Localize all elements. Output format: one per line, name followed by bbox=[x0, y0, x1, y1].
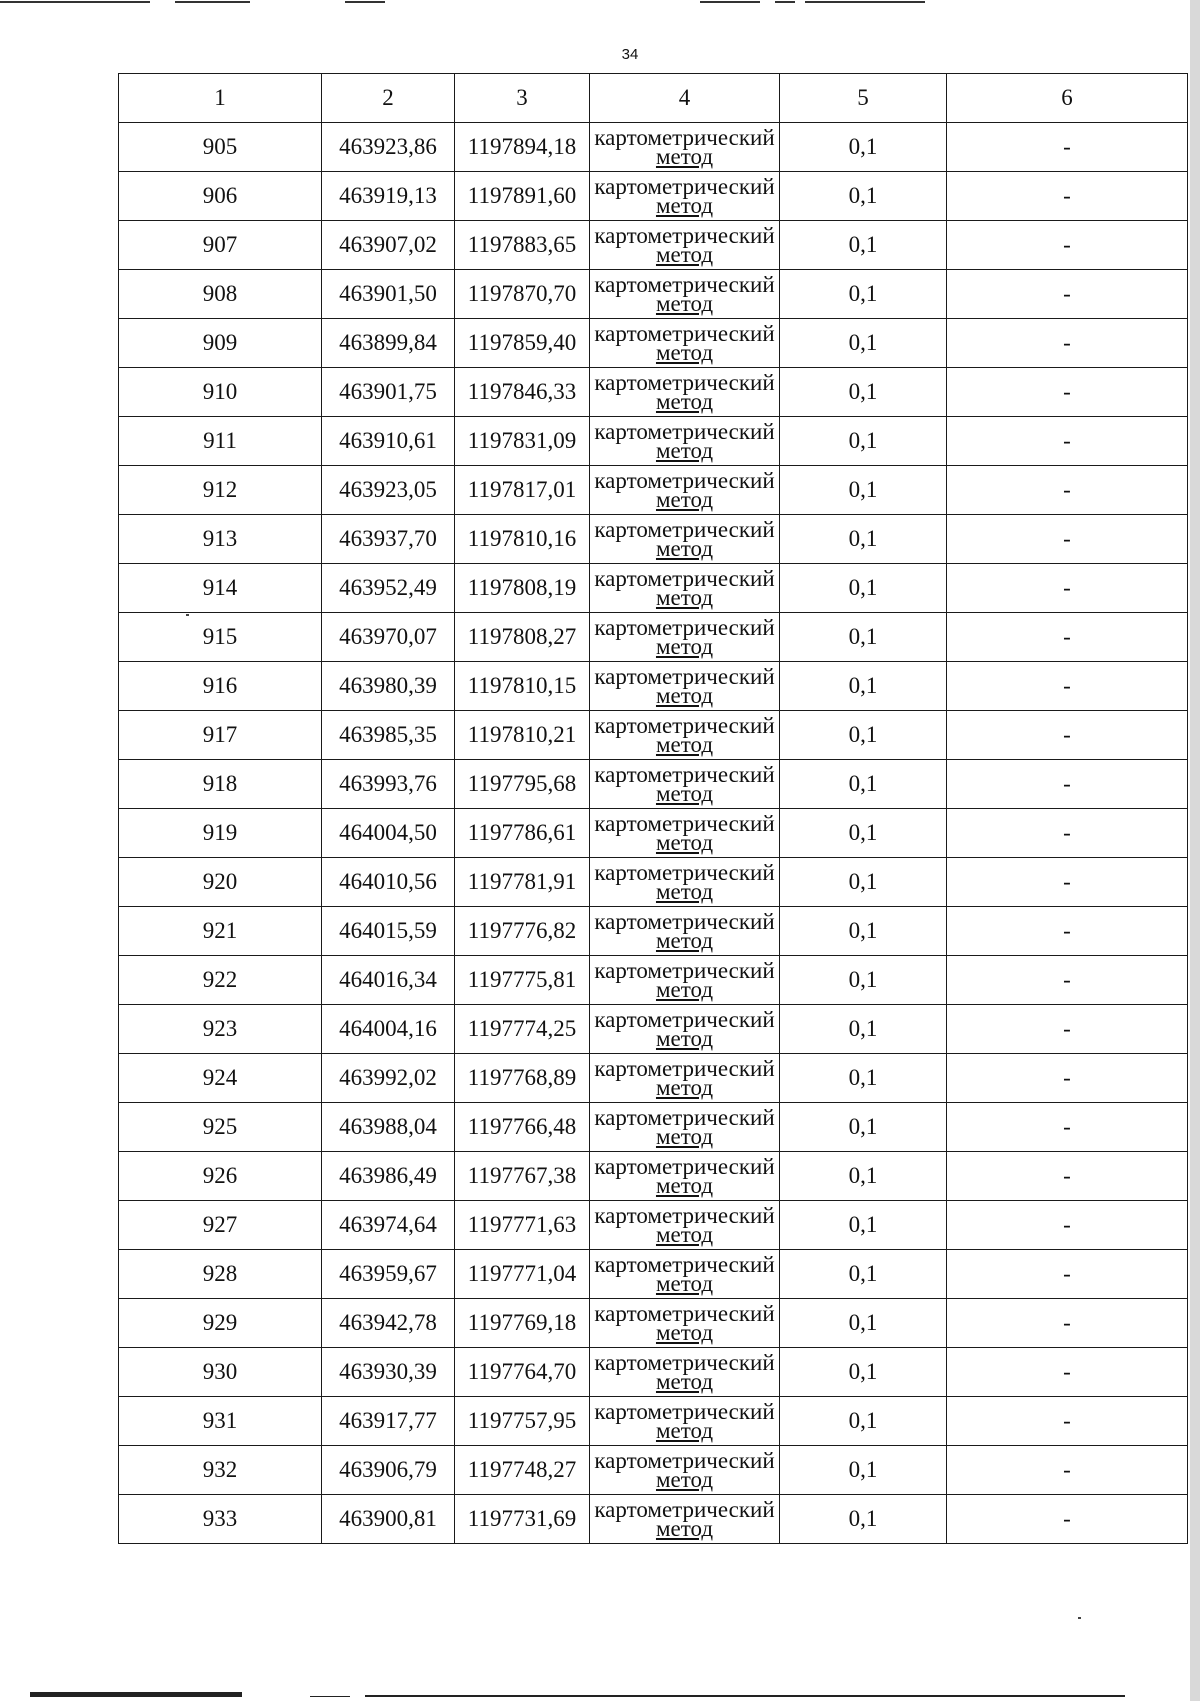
note-cell: - bbox=[947, 1348, 1188, 1397]
y-coordinate-cell: 1197774,25 bbox=[455, 1005, 590, 1054]
method-cell bbox=[590, 1005, 780, 1054]
point-number-cell: 926 bbox=[119, 1152, 322, 1201]
note-cell: - bbox=[947, 270, 1188, 319]
method-cell bbox=[590, 809, 780, 858]
y-coordinate-cell: 1197859,40 bbox=[455, 319, 590, 368]
note-cell: - bbox=[947, 564, 1188, 613]
method-cell bbox=[590, 368, 780, 417]
x-coordinate-cell: 464016,34 bbox=[322, 956, 455, 1005]
y-coordinate-cell: 1197771,63 bbox=[455, 1201, 590, 1250]
table-row bbox=[119, 858, 1188, 907]
note-cell: - bbox=[947, 221, 1188, 270]
method-cell bbox=[590, 760, 780, 809]
method-text: метод bbox=[655, 1124, 714, 1149]
method-cell bbox=[590, 613, 780, 662]
y-coordinate-cell: 1197768,89 bbox=[455, 1054, 590, 1103]
accuracy-cell: 0,1 bbox=[780, 270, 947, 319]
method-text: метод bbox=[655, 1467, 714, 1492]
note-cell: - bbox=[947, 613, 1188, 662]
table-row bbox=[119, 1103, 1188, 1152]
point-number-cell: 919 bbox=[119, 809, 322, 858]
point-number-cell: 915 bbox=[119, 613, 322, 662]
column-header: 4 bbox=[590, 74, 780, 123]
x-coordinate-cell: 464015,59 bbox=[322, 907, 455, 956]
point-number-cell: 918 bbox=[119, 760, 322, 809]
accuracy-cell: 0,1 bbox=[780, 858, 947, 907]
note-cell: - bbox=[947, 417, 1188, 466]
x-coordinate-cell: 463906,79 bbox=[322, 1446, 455, 1495]
method-text: картометрический bbox=[594, 1448, 775, 1473]
method-cell bbox=[590, 221, 780, 270]
point-number-cell: 933 bbox=[119, 1495, 322, 1544]
accuracy-cell: 0,1 bbox=[780, 613, 947, 662]
point-number-cell: 907 bbox=[119, 221, 322, 270]
method-text: картометрический bbox=[594, 615, 775, 640]
note-cell: - bbox=[947, 907, 1188, 956]
accuracy-cell: 0,1 bbox=[780, 515, 947, 564]
table-row bbox=[119, 1299, 1188, 1348]
method-text: картометрический bbox=[594, 860, 775, 885]
table-row bbox=[119, 368, 1188, 417]
x-coordinate-cell: 463900,81 bbox=[322, 1495, 455, 1544]
method-text: картометрический bbox=[594, 1154, 775, 1179]
y-coordinate-cell: 1197810,16 bbox=[455, 515, 590, 564]
table-row bbox=[119, 1005, 1188, 1054]
note-cell: - bbox=[947, 1495, 1188, 1544]
method-text: метод bbox=[655, 487, 714, 512]
x-coordinate-cell: 463899,84 bbox=[322, 319, 455, 368]
method-text: картометрический bbox=[594, 1105, 775, 1130]
method-text: метод bbox=[655, 1026, 714, 1051]
note-cell: - bbox=[947, 1054, 1188, 1103]
table-row bbox=[119, 270, 1188, 319]
method-text: метод bbox=[655, 928, 714, 953]
point-number-cell: 911 bbox=[119, 417, 322, 466]
method-text: метод bbox=[655, 1369, 714, 1394]
column-header: 1 bbox=[119, 74, 322, 123]
column-header: 2 bbox=[322, 74, 455, 123]
x-coordinate-cell: 463937,70 bbox=[322, 515, 455, 564]
y-coordinate-cell: 1197870,70 bbox=[455, 270, 590, 319]
point-number-cell: 923 bbox=[119, 1005, 322, 1054]
method-text: картометрический bbox=[594, 1203, 775, 1228]
method-text: метод bbox=[655, 242, 714, 267]
page-number: 34 bbox=[621, 46, 639, 63]
method-cell bbox=[590, 1152, 780, 1201]
method-text: картометрический bbox=[594, 1056, 775, 1081]
y-coordinate-cell: 1197883,65 bbox=[455, 221, 590, 270]
y-coordinate-cell: 1197731,69 bbox=[455, 1495, 590, 1544]
method-text: метод bbox=[655, 389, 714, 414]
x-coordinate-cell: 463959,67 bbox=[322, 1250, 455, 1299]
method-text: метод bbox=[655, 1271, 714, 1296]
stray-dot bbox=[1078, 1617, 1081, 1619]
method-cell bbox=[590, 1397, 780, 1446]
y-coordinate-cell: 1197757,95 bbox=[455, 1397, 590, 1446]
method-text: метод bbox=[655, 634, 714, 659]
method-text: картометрический bbox=[594, 909, 775, 934]
method-cell bbox=[590, 1299, 780, 1348]
note-cell: - bbox=[947, 711, 1188, 760]
method-text: метод bbox=[655, 1418, 714, 1443]
method-text: метод bbox=[655, 879, 714, 904]
y-coordinate-cell: 1197786,61 bbox=[455, 809, 590, 858]
method-text: метод bbox=[655, 536, 714, 561]
method-text: метод bbox=[655, 340, 714, 365]
accuracy-cell: 0,1 bbox=[780, 466, 947, 515]
method-cell bbox=[590, 564, 780, 613]
table-row bbox=[119, 1348, 1188, 1397]
table-row bbox=[119, 564, 1188, 613]
x-coordinate-cell: 463988,04 bbox=[322, 1103, 455, 1152]
x-coordinate-cell: 463930,39 bbox=[322, 1348, 455, 1397]
y-coordinate-cell: 1197771,04 bbox=[455, 1250, 590, 1299]
y-coordinate-cell: 1197781,91 bbox=[455, 858, 590, 907]
accuracy-cell: 0,1 bbox=[780, 1495, 947, 1544]
x-coordinate-cell: 463985,35 bbox=[322, 711, 455, 760]
table-row bbox=[119, 221, 1188, 270]
method-text: картометрический bbox=[594, 272, 775, 297]
table-row bbox=[119, 466, 1188, 515]
y-coordinate-cell: 1197769,18 bbox=[455, 1299, 590, 1348]
note-cell: - bbox=[947, 319, 1188, 368]
method-text: картометрический bbox=[594, 958, 775, 983]
y-coordinate-cell: 1197766,48 bbox=[455, 1103, 590, 1152]
point-number-cell: 917 bbox=[119, 711, 322, 760]
point-number-cell: 932 bbox=[119, 1446, 322, 1495]
note-cell: - bbox=[947, 760, 1188, 809]
accuracy-cell: 0,1 bbox=[780, 1250, 947, 1299]
x-coordinate-cell: 463923,86 bbox=[322, 123, 455, 172]
method-text: картометрический bbox=[594, 370, 775, 395]
x-coordinate-cell: 463970,07 bbox=[322, 613, 455, 662]
accuracy-cell: 0,1 bbox=[780, 417, 947, 466]
point-number-cell: 913 bbox=[119, 515, 322, 564]
method-cell bbox=[590, 1250, 780, 1299]
note-cell: - bbox=[947, 1250, 1188, 1299]
method-cell bbox=[590, 172, 780, 221]
note-cell: - bbox=[947, 1299, 1188, 1348]
table-row bbox=[119, 319, 1188, 368]
accuracy-cell: 0,1 bbox=[780, 1201, 947, 1250]
y-coordinate-cell: 1197810,15 bbox=[455, 662, 590, 711]
accuracy-cell: 0,1 bbox=[780, 172, 947, 221]
table-row bbox=[119, 123, 1188, 172]
point-number-cell: 921 bbox=[119, 907, 322, 956]
point-number-cell: 924 bbox=[119, 1054, 322, 1103]
method-text: картометрический bbox=[594, 811, 775, 836]
accuracy-cell: 0,1 bbox=[780, 1397, 947, 1446]
note-cell: - bbox=[947, 662, 1188, 711]
x-coordinate-cell: 464004,50 bbox=[322, 809, 455, 858]
point-number-cell: 905 bbox=[119, 123, 322, 172]
note-cell: - bbox=[947, 809, 1188, 858]
column-header: 3 bbox=[455, 74, 590, 123]
method-text: метод bbox=[655, 977, 714, 1002]
method-text: метод bbox=[655, 193, 714, 218]
x-coordinate-cell: 463901,75 bbox=[322, 368, 455, 417]
method-text: метод bbox=[655, 830, 714, 855]
method-text: метод bbox=[655, 732, 714, 757]
method-text: картометрический bbox=[594, 468, 775, 493]
note-cell: - bbox=[947, 123, 1188, 172]
y-coordinate-cell: 1197894,18 bbox=[455, 123, 590, 172]
accuracy-cell: 0,1 bbox=[780, 1054, 947, 1103]
scan-edge bbox=[1190, 0, 1200, 1701]
accuracy-cell: 0,1 bbox=[780, 319, 947, 368]
y-coordinate-cell: 1197817,01 bbox=[455, 466, 590, 515]
accuracy-cell: 0,1 bbox=[780, 1103, 947, 1152]
accuracy-cell: 0,1 bbox=[780, 1299, 947, 1348]
method-cell bbox=[590, 662, 780, 711]
table-row bbox=[119, 711, 1188, 760]
method-text: картометрический bbox=[594, 419, 775, 444]
table-row bbox=[119, 809, 1188, 858]
y-coordinate-cell: 1197764,70 bbox=[455, 1348, 590, 1397]
method-text: метод bbox=[655, 291, 714, 316]
table-row bbox=[119, 760, 1188, 809]
method-text: метод bbox=[655, 1516, 714, 1541]
y-coordinate-cell: 1197808,27 bbox=[455, 613, 590, 662]
y-coordinate-cell: 1197831,09 bbox=[455, 417, 590, 466]
note-cell: - bbox=[947, 1152, 1188, 1201]
method-cell bbox=[590, 1054, 780, 1103]
y-coordinate-cell: 1197775,81 bbox=[455, 956, 590, 1005]
x-coordinate-cell: 464004,16 bbox=[322, 1005, 455, 1054]
accuracy-cell: 0,1 bbox=[780, 221, 947, 270]
point-number-cell: 910 bbox=[119, 368, 322, 417]
method-cell bbox=[590, 1495, 780, 1544]
method-cell bbox=[590, 711, 780, 760]
method-text: картометрический bbox=[594, 517, 775, 542]
method-text: картометрический bbox=[594, 713, 775, 738]
table-row bbox=[119, 1152, 1188, 1201]
note-cell: - bbox=[947, 172, 1188, 221]
column-header: 5 bbox=[780, 74, 947, 123]
header-row bbox=[119, 74, 1188, 123]
method-text: картометрический bbox=[594, 174, 775, 199]
method-text: метод bbox=[655, 1320, 714, 1345]
accuracy-cell: 0,1 bbox=[780, 368, 947, 417]
method-text: метод bbox=[655, 1173, 714, 1198]
accuracy-cell: 0,1 bbox=[780, 956, 947, 1005]
coordinates-table bbox=[118, 73, 1188, 1544]
table-row bbox=[119, 956, 1188, 1005]
note-cell: - bbox=[947, 1397, 1188, 1446]
y-coordinate-cell: 1197795,68 bbox=[455, 760, 590, 809]
table-row bbox=[119, 1446, 1188, 1495]
y-coordinate-cell: 1197810,21 bbox=[455, 711, 590, 760]
x-coordinate-cell: 463952,49 bbox=[322, 564, 455, 613]
method-cell bbox=[590, 1201, 780, 1250]
accuracy-cell: 0,1 bbox=[780, 1348, 947, 1397]
method-text: картометрический bbox=[594, 125, 775, 150]
method-cell bbox=[590, 1348, 780, 1397]
table-row bbox=[119, 172, 1188, 221]
x-coordinate-cell: 463901,50 bbox=[322, 270, 455, 319]
accuracy-cell: 0,1 bbox=[780, 564, 947, 613]
x-coordinate-cell: 463974,64 bbox=[322, 1201, 455, 1250]
accuracy-cell: 0,1 bbox=[780, 711, 947, 760]
x-coordinate-cell: 463923,05 bbox=[322, 466, 455, 515]
x-coordinate-cell: 463942,78 bbox=[322, 1299, 455, 1348]
accuracy-cell: 0,1 bbox=[780, 760, 947, 809]
table-row bbox=[119, 613, 1188, 662]
point-number-cell: 920 bbox=[119, 858, 322, 907]
x-coordinate-cell: 463986,49 bbox=[322, 1152, 455, 1201]
table-row bbox=[119, 907, 1188, 956]
point-number-cell: 916 bbox=[119, 662, 322, 711]
point-number-cell: 906 bbox=[119, 172, 322, 221]
table-row bbox=[119, 662, 1188, 711]
x-coordinate-cell: 463919,13 bbox=[322, 172, 455, 221]
x-coordinate-cell: 463910,61 bbox=[322, 417, 455, 466]
method-cell bbox=[590, 858, 780, 907]
point-number-cell: 922 bbox=[119, 956, 322, 1005]
table-row bbox=[119, 1250, 1188, 1299]
method-text: картометрический bbox=[594, 1007, 775, 1032]
point-number-cell: 914 bbox=[119, 564, 322, 613]
point-number-cell: 928 bbox=[119, 1250, 322, 1299]
method-text: метод bbox=[655, 683, 714, 708]
x-coordinate-cell: 464010,56 bbox=[322, 858, 455, 907]
scan-artifact-bottom bbox=[0, 1689, 1190, 1701]
table-row bbox=[119, 1397, 1188, 1446]
point-number-cell: 930 bbox=[119, 1348, 322, 1397]
scan-artifact-top bbox=[0, 0, 1190, 6]
note-cell: - bbox=[947, 368, 1188, 417]
method-text: картометрический bbox=[594, 1350, 775, 1375]
y-coordinate-cell: 1197846,33 bbox=[455, 368, 590, 417]
x-coordinate-cell: 463980,39 bbox=[322, 662, 455, 711]
method-text: метод bbox=[655, 585, 714, 610]
accuracy-cell: 0,1 bbox=[780, 907, 947, 956]
note-cell: - bbox=[947, 956, 1188, 1005]
note-cell: - bbox=[947, 1201, 1188, 1250]
point-number-cell: 925 bbox=[119, 1103, 322, 1152]
note-cell: - bbox=[947, 1103, 1188, 1152]
method-cell bbox=[590, 907, 780, 956]
method-cell bbox=[590, 123, 780, 172]
method-text: картометрический bbox=[594, 1497, 775, 1522]
method-text: метод bbox=[655, 781, 714, 806]
method-text: картометрический bbox=[594, 566, 775, 591]
note-cell: - bbox=[947, 858, 1188, 907]
table-row bbox=[119, 515, 1188, 564]
method-cell bbox=[590, 1103, 780, 1152]
point-number-cell: 927 bbox=[119, 1201, 322, 1250]
method-text: картометрический bbox=[594, 223, 775, 248]
method-cell bbox=[590, 417, 780, 466]
method-cell bbox=[590, 466, 780, 515]
note-cell: - bbox=[947, 466, 1188, 515]
method-text: картометрический bbox=[594, 1399, 775, 1424]
point-number-cell: 909 bbox=[119, 319, 322, 368]
method-text: картометрический bbox=[594, 762, 775, 787]
method-text: метод bbox=[655, 1075, 714, 1100]
method-cell bbox=[590, 270, 780, 319]
accuracy-cell: 0,1 bbox=[780, 1446, 947, 1495]
x-coordinate-cell: 463993,76 bbox=[322, 760, 455, 809]
y-coordinate-cell: 1197767,38 bbox=[455, 1152, 590, 1201]
accuracy-cell: 0,1 bbox=[780, 1152, 947, 1201]
point-number-cell: 931 bbox=[119, 1397, 322, 1446]
method-text: метод bbox=[655, 1222, 714, 1247]
table-row bbox=[119, 1054, 1188, 1103]
method-cell bbox=[590, 956, 780, 1005]
method-text: метод bbox=[655, 438, 714, 463]
accuracy-cell: 0,1 bbox=[780, 1005, 947, 1054]
table-row bbox=[119, 1201, 1188, 1250]
note-cell: - bbox=[947, 1446, 1188, 1495]
point-number-cell: 929 bbox=[119, 1299, 322, 1348]
method-text: метод bbox=[655, 144, 714, 169]
y-coordinate-cell: 1197891,60 bbox=[455, 172, 590, 221]
accuracy-cell: 0,1 bbox=[780, 662, 947, 711]
stray-dot bbox=[186, 614, 189, 616]
point-number-cell: 908 bbox=[119, 270, 322, 319]
method-cell bbox=[590, 515, 780, 564]
x-coordinate-cell: 463917,77 bbox=[322, 1397, 455, 1446]
y-coordinate-cell: 1197808,19 bbox=[455, 564, 590, 613]
method-cell bbox=[590, 1446, 780, 1495]
method-text: картометрический bbox=[594, 1301, 775, 1326]
column-header: 6 bbox=[947, 74, 1188, 123]
method-text: картометрический bbox=[594, 321, 775, 346]
table-row bbox=[119, 417, 1188, 466]
note-cell: - bbox=[947, 1005, 1188, 1054]
x-coordinate-cell: 463992,02 bbox=[322, 1054, 455, 1103]
method-text: картометрический bbox=[594, 664, 775, 689]
accuracy-cell: 0,1 bbox=[780, 809, 947, 858]
note-cell: - bbox=[947, 515, 1188, 564]
point-number-cell: 912 bbox=[119, 466, 322, 515]
y-coordinate-cell: 1197776,82 bbox=[455, 907, 590, 956]
table-row bbox=[119, 1495, 1188, 1544]
method-text: картометрический bbox=[594, 1252, 775, 1277]
x-coordinate-cell: 463907,02 bbox=[322, 221, 455, 270]
method-cell bbox=[590, 319, 780, 368]
y-coordinate-cell: 1197748,27 bbox=[455, 1446, 590, 1495]
accuracy-cell: 0,1 bbox=[780, 123, 947, 172]
